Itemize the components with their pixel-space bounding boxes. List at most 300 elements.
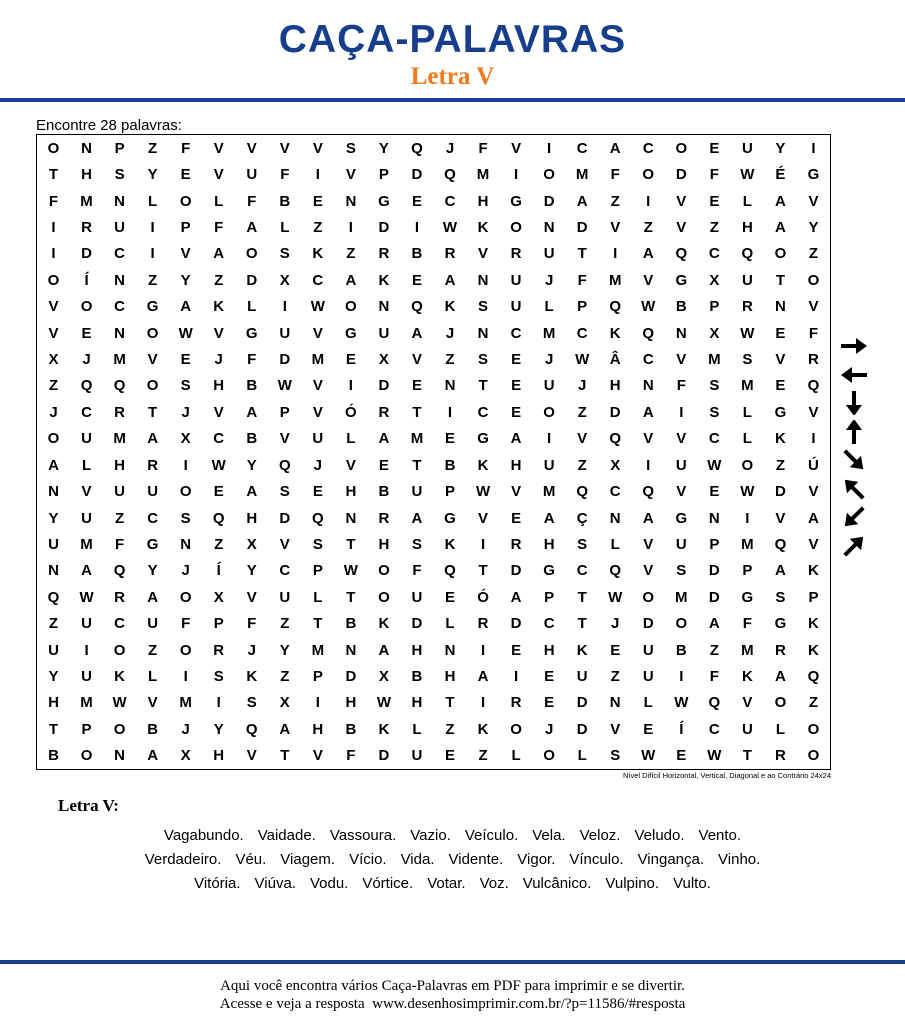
grid-cell[interactable]: H — [477, 192, 489, 210]
grid-cell[interactable]: O — [47, 271, 60, 289]
grid-cell[interactable]: O — [675, 139, 688, 157]
grid-cell[interactable]: V — [742, 694, 753, 712]
grid-cell[interactable]: G — [807, 166, 820, 184]
grid-cell[interactable]: I — [150, 218, 155, 236]
grid-cell[interactable]: Z — [148, 641, 158, 659]
grid-cell[interactable]: I — [480, 535, 486, 553]
grid-cell[interactable]: N — [444, 641, 456, 659]
grid-cell[interactable]: H — [543, 641, 555, 659]
grid-cell[interactable]: O — [179, 483, 192, 501]
grid-cell[interactable]: T — [346, 535, 356, 553]
grid-cell[interactable]: V — [808, 298, 819, 316]
grid-cell[interactable]: V — [676, 218, 687, 236]
grid-cell[interactable]: U — [81, 668, 92, 686]
grid-cell[interactable]: P — [312, 668, 323, 686]
grid-cell[interactable]: N — [114, 324, 126, 342]
grid-cell[interactable]: F — [48, 192, 59, 210]
grid-cell[interactable]: K — [444, 298, 456, 316]
grid-cell[interactable]: Ú — [808, 456, 819, 474]
grid-cell[interactable]: I — [613, 245, 618, 263]
grid-cell[interactable]: X — [378, 668, 389, 686]
grid-cell[interactable]: Z — [610, 192, 620, 210]
grid-cell[interactable]: Z — [775, 456, 786, 474]
grid-cell[interactable]: M — [80, 535, 93, 553]
grid-cell[interactable]: V — [279, 535, 290, 553]
grid-cell[interactable]: C — [609, 483, 621, 501]
grid-cell[interactable]: R — [775, 747, 786, 765]
grid-cell[interactable]: V — [478, 245, 489, 263]
grid-cell[interactable]: Q — [113, 562, 126, 580]
grid-cell[interactable]: B — [345, 720, 357, 738]
grid-cell[interactable]: E — [775, 324, 786, 342]
grid-cell[interactable]: Z — [148, 271, 158, 289]
grid-cell[interactable]: V — [808, 403, 819, 421]
grid-cell[interactable]: U — [114, 218, 126, 236]
grid-cell[interactable]: Q — [312, 509, 324, 527]
grid-cell[interactable]: N — [48, 483, 59, 501]
grid-cell[interactable]: Z — [313, 218, 323, 236]
grid-cell[interactable]: M — [410, 430, 424, 448]
grid-cell[interactable]: H — [312, 720, 324, 738]
grid-cell[interactable]: W — [608, 588, 623, 606]
grid-cell[interactable]: F — [676, 377, 686, 395]
grid-cell[interactable]: V — [279, 139, 290, 157]
grid-cell[interactable]: O — [146, 324, 159, 342]
grid-cell[interactable]: Z — [346, 245, 356, 263]
grid-cell[interactable]: A — [808, 509, 819, 527]
grid-cell[interactable]: L — [346, 430, 356, 448]
grid-cell[interactable]: F — [181, 615, 191, 633]
grid-cell[interactable]: G — [543, 562, 555, 580]
grid-cell[interactable]: Q — [576, 483, 589, 501]
grid-cell[interactable]: M — [311, 351, 325, 369]
grid-cell[interactable]: A — [444, 271, 456, 289]
grid-cell[interactable]: X — [279, 694, 290, 712]
grid-cell[interactable]: V — [48, 324, 59, 342]
grid-cell[interactable]: K — [808, 562, 819, 580]
grid-cell[interactable]: M — [113, 430, 126, 448]
grid-cell[interactable]: V — [246, 139, 257, 157]
grid-cell[interactable]: A — [147, 747, 159, 765]
grid-cell[interactable]: O — [774, 245, 787, 263]
grid-cell[interactable]: E — [511, 509, 522, 527]
grid-cell[interactable]: C — [213, 430, 225, 448]
grid-cell[interactable]: E — [511, 641, 522, 659]
grid-cell[interactable]: J — [544, 351, 554, 369]
grid-cell[interactable]: Z — [808, 245, 819, 263]
grid-cell[interactable]: V — [312, 403, 323, 421]
grid-cell[interactable]: J — [181, 720, 190, 738]
grid-cell[interactable]: I — [811, 139, 816, 157]
grid-cell[interactable]: O — [179, 192, 192, 210]
grid-cell[interactable]: Y — [246, 456, 257, 474]
grid-cell[interactable]: G — [675, 509, 688, 527]
grid-cell[interactable]: I — [84, 641, 89, 659]
grid-cell[interactable]: V — [643, 271, 654, 289]
grid-cell[interactable]: L — [313, 588, 323, 606]
grid-cell[interactable]: E — [445, 588, 456, 606]
grid-cell[interactable]: F — [709, 668, 719, 686]
grid-cell[interactable]: P — [445, 483, 456, 501]
grid-cell[interactable]: M — [80, 192, 93, 210]
grid-cell[interactable]: Q — [708, 694, 721, 712]
grid-cell[interactable]: K — [312, 245, 324, 263]
grid-cell[interactable]: R — [213, 641, 225, 659]
grid-cell[interactable]: X — [48, 351, 59, 369]
grid-cell[interactable]: P — [742, 562, 753, 580]
grid-cell[interactable]: K — [444, 535, 456, 553]
grid-cell[interactable]: M — [741, 535, 754, 553]
grid-cell[interactable]: A — [180, 298, 192, 316]
grid-cell[interactable]: W — [442, 218, 458, 236]
grid-cell[interactable]: V — [411, 351, 422, 369]
grid-cell[interactable]: W — [740, 324, 755, 342]
grid-cell[interactable]: Q — [411, 298, 423, 316]
grid-cell[interactable]: O — [543, 403, 555, 421]
grid-cell[interactable]: H — [411, 694, 423, 712]
grid-cell[interactable]: D — [576, 218, 588, 236]
grid-cell[interactable]: É — [775, 166, 786, 184]
grid-cell[interactable]: S — [180, 377, 191, 395]
grid-cell[interactable]: S — [478, 298, 489, 316]
grid-cell[interactable]: K — [808, 641, 819, 659]
grid-cell[interactable]: V — [345, 166, 356, 184]
grid-cell[interactable]: A — [609, 139, 621, 157]
grid-cell[interactable]: A — [510, 588, 522, 606]
grid-cell[interactable]: Y — [213, 720, 224, 738]
grid-cell[interactable]: U — [642, 668, 654, 686]
grid-cell[interactable]: P — [709, 535, 720, 553]
grid-cell[interactable]: F — [181, 139, 191, 157]
grid-cell[interactable]: V — [808, 192, 819, 210]
grid-cell[interactable]: V — [213, 166, 224, 184]
grid-cell[interactable]: W — [740, 483, 755, 501]
grid-cell[interactable]: O — [774, 694, 787, 712]
grid-cell[interactable]: P — [312, 562, 323, 580]
grid-cell[interactable]: O — [80, 298, 93, 316]
grid-cell[interactable]: C — [576, 324, 588, 342]
grid-cell[interactable]: N — [477, 324, 489, 342]
grid-cell[interactable]: U — [543, 456, 555, 474]
grid-cell[interactable]: Z — [478, 747, 488, 765]
grid-cell[interactable]: R — [81, 218, 92, 236]
grid-cell[interactable]: A — [411, 509, 423, 527]
grid-cell[interactable]: S — [478, 351, 489, 369]
grid-cell[interactable]: J — [578, 377, 587, 395]
grid-cell[interactable]: M — [741, 641, 754, 659]
grid-cell[interactable]: B — [279, 192, 291, 210]
grid-cell[interactable]: V — [279, 430, 290, 448]
grid-cell[interactable]: I — [282, 298, 287, 316]
grid-cell[interactable]: S — [709, 403, 720, 421]
grid-cell[interactable]: U — [510, 298, 522, 316]
grid-cell[interactable]: P — [808, 588, 819, 606]
grid-cell[interactable]: U — [411, 588, 423, 606]
grid-cell[interactable]: B — [411, 668, 423, 686]
grid-cell[interactable]: X — [378, 351, 389, 369]
grid-cell[interactable]: D — [708, 562, 720, 580]
grid-cell[interactable]: Q — [113, 377, 126, 395]
grid-cell[interactable]: U — [675, 535, 687, 553]
grid-cell[interactable]: Y — [147, 562, 158, 580]
grid-cell[interactable]: P — [279, 403, 290, 421]
grid-cell[interactable]: F — [742, 615, 752, 633]
grid-cell[interactable]: F — [709, 166, 719, 184]
grid-cell[interactable]: P — [378, 166, 389, 184]
grid-cell[interactable]: C — [543, 615, 555, 633]
grid-cell[interactable]: L — [742, 192, 752, 210]
grid-cell[interactable]: L — [610, 535, 620, 553]
grid-cell[interactable]: S — [114, 166, 125, 184]
grid-cell[interactable]: R — [378, 403, 390, 421]
grid-cell[interactable]: A — [246, 483, 258, 501]
grid-cell[interactable]: L — [742, 430, 752, 448]
grid-cell[interactable]: U — [48, 535, 59, 553]
grid-cell[interactable]: N — [378, 298, 390, 316]
grid-cell[interactable]: N — [345, 509, 357, 527]
grid-cell[interactable]: C — [81, 403, 92, 421]
grid-cell[interactable]: F — [808, 324, 819, 342]
grid-cell[interactable]: O — [741, 456, 754, 474]
grid-cell[interactable]: V — [213, 324, 224, 342]
grid-cell[interactable]: E — [709, 192, 720, 210]
grid-cell[interactable]: M — [542, 324, 556, 342]
grid-cell[interactable]: N — [609, 694, 621, 712]
grid-cell[interactable]: T — [313, 615, 323, 633]
grid-cell[interactable]: J — [181, 562, 190, 580]
grid-cell[interactable]: Ó — [477, 588, 489, 606]
grid-cell[interactable]: D — [81, 245, 92, 263]
grid-cell[interactable]: S — [709, 377, 720, 395]
grid-cell[interactable]: F — [214, 218, 224, 236]
grid-cell[interactable]: W — [707, 747, 722, 765]
grid-cell[interactable]: O — [179, 588, 192, 606]
grid-cell[interactable]: U — [81, 430, 92, 448]
grid-cell[interactable]: Q — [212, 509, 225, 527]
grid-cell[interactable]: B — [675, 298, 687, 316]
grid-cell[interactable]: I — [447, 403, 453, 421]
grid-cell[interactable]: G — [510, 192, 522, 210]
grid-cell[interactable]: C — [576, 139, 588, 157]
grid-cell[interactable]: I — [514, 166, 519, 184]
grid-cell[interactable]: A — [147, 588, 159, 606]
grid-cell[interactable]: V — [312, 139, 323, 157]
grid-cell[interactable]: B — [675, 641, 687, 659]
grid-cell[interactable]: O — [113, 720, 126, 738]
grid-cell[interactable]: Z — [445, 351, 455, 369]
grid-cell[interactable]: O — [378, 588, 390, 606]
grid-cell[interactable]: W — [310, 298, 325, 316]
grid-cell[interactable]: B — [147, 720, 159, 738]
grid-cell[interactable]: F — [412, 562, 422, 580]
grid-cell[interactable]: Q — [444, 562, 456, 580]
grid-cell[interactable]: Ç — [576, 509, 588, 527]
grid-cell[interactable]: T — [445, 694, 455, 712]
grid-cell[interactable]: Q — [80, 377, 93, 395]
grid-cell[interactable]: B — [345, 615, 357, 633]
grid-cell[interactable]: H — [114, 456, 126, 474]
grid-cell[interactable]: N — [180, 535, 192, 553]
grid-cell[interactable]: S — [180, 509, 191, 527]
grid-cell[interactable]: W — [707, 456, 722, 474]
grid-cell[interactable]: S — [577, 535, 588, 553]
grid-cell[interactable]: D — [279, 509, 291, 527]
grid-cell[interactable]: J — [544, 271, 554, 289]
grid-cell[interactable]: W — [277, 377, 292, 395]
grid-cell[interactable]: V — [147, 694, 158, 712]
grid-cell[interactable]: E — [411, 271, 422, 289]
grid-cell[interactable]: W — [343, 562, 358, 580]
grid-cell[interactable]: G — [245, 324, 258, 342]
grid-cell[interactable]: H — [444, 668, 456, 686]
grid-cell[interactable]: E — [610, 641, 621, 659]
grid-cell[interactable]: X — [709, 324, 720, 342]
grid-cell[interactable]: F — [346, 747, 356, 765]
grid-cell[interactable]: Q — [411, 139, 423, 157]
grid-cell[interactable]: P — [114, 139, 125, 157]
grid-cell[interactable]: P — [81, 720, 92, 738]
grid-cell[interactable]: E — [544, 668, 555, 686]
grid-cell[interactable]: N — [477, 271, 489, 289]
grid-cell[interactable]: G — [378, 192, 390, 210]
grid-cell[interactable]: W — [641, 747, 656, 765]
grid-cell[interactable]: J — [214, 351, 223, 369]
grid-cell[interactable]: V — [610, 720, 621, 738]
grid-cell[interactable]: Z — [709, 218, 719, 236]
grid-cell[interactable]: M — [476, 166, 490, 184]
grid-cell[interactable]: N — [345, 192, 357, 210]
grid-cell[interactable]: E — [378, 456, 389, 474]
grid-cell[interactable]: V — [312, 377, 323, 395]
grid-cell[interactable]: D — [378, 377, 390, 395]
grid-cell[interactable]: U — [114, 483, 126, 501]
grid-cell[interactable]: C — [642, 139, 654, 157]
grid-cell[interactable]: L — [775, 720, 786, 738]
grid-cell[interactable]: I — [646, 192, 651, 210]
grid-cell[interactable]: V — [676, 192, 687, 210]
grid-cell[interactable]: G — [741, 588, 754, 606]
grid-cell[interactable]: K — [477, 218, 489, 236]
grid-cell[interactable]: M — [608, 271, 622, 289]
grid-cell[interactable]: T — [48, 720, 59, 738]
grid-cell[interactable]: R — [510, 535, 522, 553]
grid-cell[interactable]: H — [48, 694, 59, 712]
grid-cell[interactable]: E — [709, 139, 720, 157]
grid-cell[interactable]: W — [674, 694, 689, 712]
grid-cell[interactable]: G — [444, 509, 456, 527]
grid-cell[interactable]: C — [114, 615, 126, 633]
grid-cell[interactable]: A — [81, 562, 92, 580]
grid-cell[interactable]: H — [378, 535, 390, 553]
grid-cell[interactable]: A — [642, 245, 654, 263]
grid-cell[interactable]: V — [676, 483, 687, 501]
grid-cell[interactable]: H — [213, 377, 225, 395]
grid-cell[interactable]: E — [411, 192, 422, 210]
grid-cell[interactable]: R — [114, 403, 126, 421]
grid-cell[interactable]: D — [675, 166, 687, 184]
grid-cell[interactable]: I — [547, 139, 552, 157]
grid-cell[interactable]: W — [641, 298, 656, 316]
grid-cell[interactable]: V — [213, 403, 224, 421]
grid-cell[interactable]: Z — [280, 668, 290, 686]
grid-cell[interactable]: Q — [444, 166, 456, 184]
grid-cell[interactable]: M — [80, 694, 93, 712]
grid-cell[interactable]: O — [642, 166, 655, 184]
grid-cell[interactable]: O — [807, 747, 820, 765]
grid-cell[interactable]: S — [775, 588, 786, 606]
grid-cell[interactable]: D — [411, 615, 423, 633]
grid-cell[interactable]: D — [510, 615, 522, 633]
grid-cell[interactable]: N — [114, 747, 126, 765]
grid-cell[interactable]: Z — [148, 139, 158, 157]
grid-cell[interactable]: G — [146, 298, 159, 316]
grid-cell[interactable]: Q — [774, 535, 787, 553]
grid-cell[interactable]: U — [543, 245, 555, 263]
grid-cell[interactable]: U — [147, 615, 159, 633]
grid-cell[interactable]: A — [775, 192, 786, 210]
grid-cell[interactable]: V — [478, 509, 489, 527]
grid-cell[interactable]: V — [775, 509, 786, 527]
grid-cell[interactable]: D — [576, 694, 588, 712]
grid-cell[interactable]: R — [775, 641, 786, 659]
grid-cell[interactable]: D — [576, 720, 588, 738]
grid-cell[interactable]: D — [345, 668, 357, 686]
grid-cell[interactable]: Q — [807, 668, 820, 686]
grid-cell[interactable]: U — [81, 509, 92, 527]
grid-cell[interactable]: O — [47, 430, 60, 448]
grid-cell[interactable]: O — [80, 747, 93, 765]
grid-cell[interactable]: J — [544, 720, 554, 738]
grid-cell[interactable]: K — [378, 720, 390, 738]
grid-cell[interactable]: B — [444, 456, 456, 474]
grid-cell[interactable]: J — [445, 324, 455, 342]
grid-cell[interactable]: U — [741, 139, 753, 157]
grid-cell[interactable]: O — [807, 271, 820, 289]
grid-cell[interactable]: E — [643, 720, 654, 738]
grid-cell[interactable]: W — [575, 351, 590, 369]
grid-cell[interactable]: P — [544, 588, 555, 606]
grid-cell[interactable]: D — [411, 166, 423, 184]
grid-cell[interactable]: Q — [642, 483, 655, 501]
grid-cell[interactable]: U — [741, 720, 753, 738]
grid-cell[interactable]: X — [180, 747, 191, 765]
grid-cell[interactable]: L — [412, 720, 422, 738]
grid-cell[interactable]: N — [48, 562, 59, 580]
grid-cell[interactable]: L — [247, 298, 257, 316]
grid-cell[interactable]: R — [378, 509, 390, 527]
grid-cell[interactable]: I — [183, 668, 188, 686]
grid-cell[interactable]: A — [510, 430, 522, 448]
grid-cell[interactable]: P — [180, 218, 191, 236]
grid-cell[interactable]: R — [808, 351, 819, 369]
grid-cell[interactable]: N — [543, 218, 555, 236]
grid-cell[interactable]: S — [345, 139, 356, 157]
grid-cell[interactable]: M — [113, 351, 126, 369]
grid-cell[interactable]: F — [115, 535, 125, 553]
grid-cell[interactable]: H — [741, 218, 753, 236]
grid-cell[interactable]: V — [676, 351, 687, 369]
grid-cell[interactable]: M — [741, 377, 754, 395]
grid-cell[interactable]: U — [312, 430, 324, 448]
grid-cell[interactable]: C — [642, 351, 654, 369]
grid-cell[interactable]: Z — [115, 509, 125, 527]
grid-cell[interactable]: R — [510, 694, 522, 712]
grid-cell[interactable]: V — [808, 535, 819, 553]
grid-cell[interactable]: H — [411, 641, 423, 659]
grid-cell[interactable]: Q — [47, 588, 60, 606]
grid-cell[interactable]: I — [547, 430, 552, 448]
grid-cell[interactable]: A — [378, 430, 390, 448]
